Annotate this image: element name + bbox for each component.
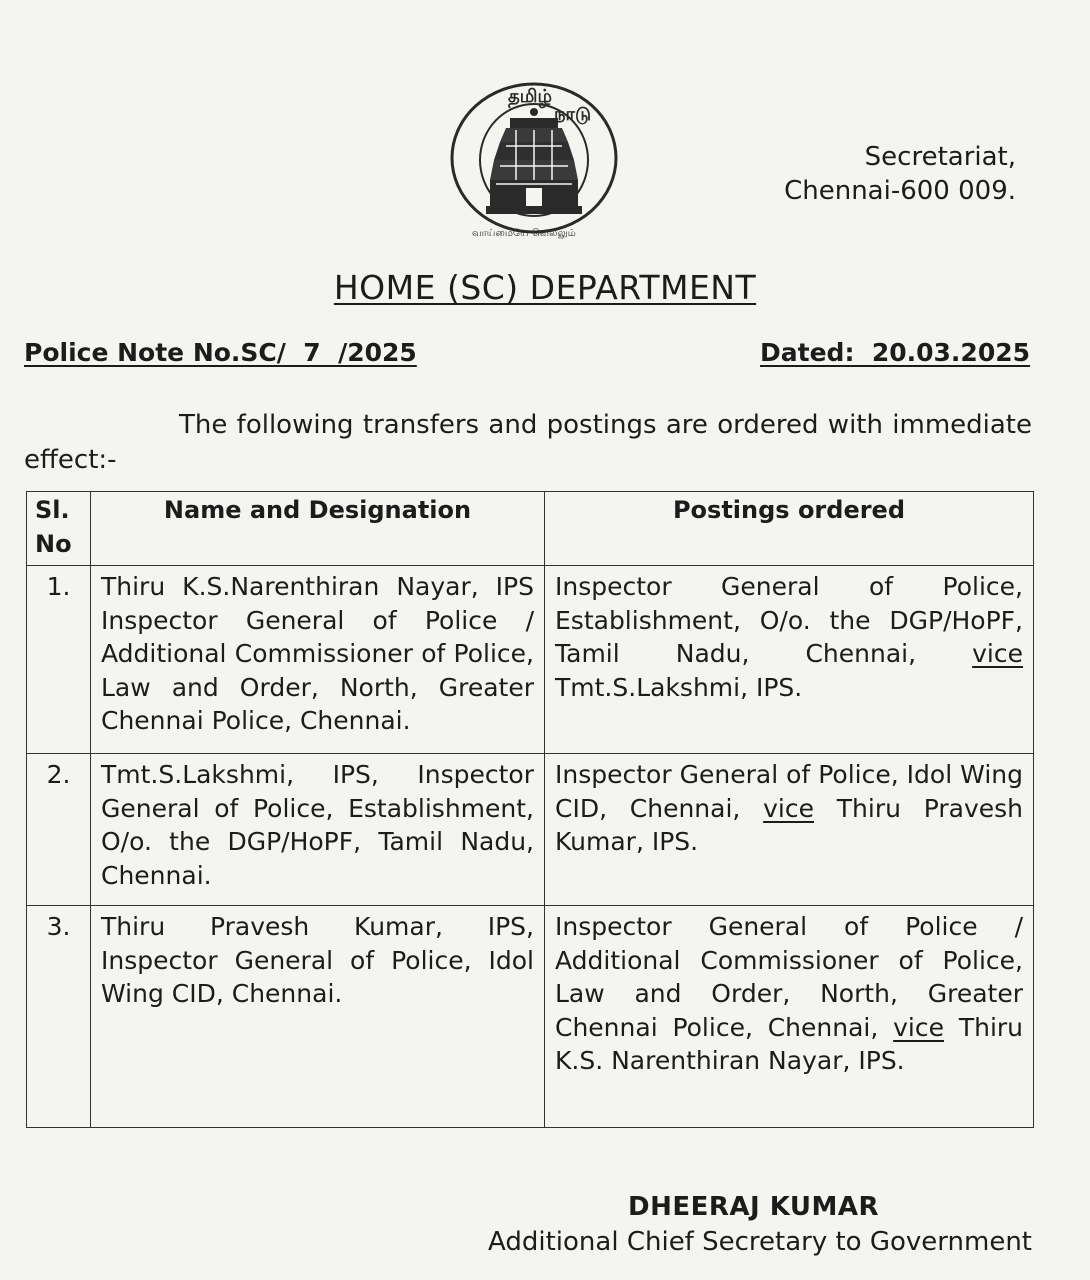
posting-vice-officer: Thiru K.S. Narenthiran Nayar, IPS. xyxy=(555,1012,1024,1075)
signatory-name: DHEERAJ KUMAR xyxy=(628,1192,880,1222)
row-sl-no: 3. xyxy=(27,906,91,1128)
note-date: Dated: 20.03.2025 xyxy=(760,338,1030,367)
vice-word: vice xyxy=(763,793,815,823)
vice-word: vice xyxy=(972,639,1024,668)
posting-vice-officer: Tmt.S.Lakshmi, IPS. xyxy=(555,672,803,702)
header-postings-ordered: Postings ordered xyxy=(545,492,1034,566)
header-sl-no: Sl. No xyxy=(27,492,91,566)
posting-text: Inspector General of Police, Idol Wing CID, Chennai, xyxy=(555,760,1023,823)
address-line-2: Chennai-600 009. xyxy=(784,176,1016,206)
vice-word: vice xyxy=(893,1012,944,1042)
department-title xyxy=(0,268,1090,307)
svg-text:தமிழ்: தமிழ் xyxy=(508,86,552,107)
row-sl-no: 2. xyxy=(27,754,91,906)
posting-text: Inspector General of Police, Establishment, O/o. the DGP/HoPF, Tamil Nadu, Chennai, xyxy=(555,572,1023,668)
signatory-designation: Additional Chief Secretary to Government xyxy=(488,1227,1032,1257)
table-row xyxy=(27,754,1034,906)
address-line-1: Secretariat, xyxy=(864,142,1016,172)
posting-text: Inspector General of Police / Additional Commissioner of Police, Law and Order, North, Greater Chennai Police, Chennai, xyxy=(555,912,1023,1042)
table-row xyxy=(27,566,1034,754)
row-posting xyxy=(545,566,1034,754)
note-reference-row xyxy=(24,338,1030,367)
row-posting xyxy=(545,906,1034,1128)
row-name-designation: Thiru Pravesh Kumar, IPS, Inspector General of Police, Idol Wing CID, Chennai. xyxy=(91,906,545,1128)
police-note-number: Police Note No.SC/ 7 /2025 xyxy=(24,338,417,367)
postings-table xyxy=(26,491,1034,1128)
svg-text:வாய்மையே வெல்லும்: வாய்மையே வெல்லும் xyxy=(472,228,576,239)
row-sl-no: 1. xyxy=(27,566,91,754)
svg-text:நாடு: நாடு xyxy=(554,104,592,125)
row-posting xyxy=(545,754,1034,906)
row-name-designation: Thiru K.S.Narenthiran Nayar, IPS Inspector General of Police / Additional Commissioner of Police, Law and Order, North, Greater Chennai Police, Chennai. xyxy=(91,566,545,754)
department-title-text: HOME (SC) DEPARTMENT xyxy=(333,268,757,307)
intro-text: The following transfers and postings are ordered with immediate effect:- xyxy=(24,410,1032,475)
header-name-designation: Name and Designation xyxy=(91,492,545,566)
tamil-nadu-emblem-icon xyxy=(446,80,622,246)
table-header-row xyxy=(27,492,1034,566)
intro-paragraph xyxy=(24,408,1032,478)
address-block xyxy=(784,140,1016,208)
table-row xyxy=(27,906,1034,1128)
row-name-designation: Tmt.S.Lakshmi, IPS, Inspector General of Police, Establishment, O/o. the DGP/HoPF, Tamil Nadu, Chennai. xyxy=(91,754,545,906)
posting-vice-officer: Thiru Pravesh Kumar, IPS. xyxy=(555,793,1024,856)
